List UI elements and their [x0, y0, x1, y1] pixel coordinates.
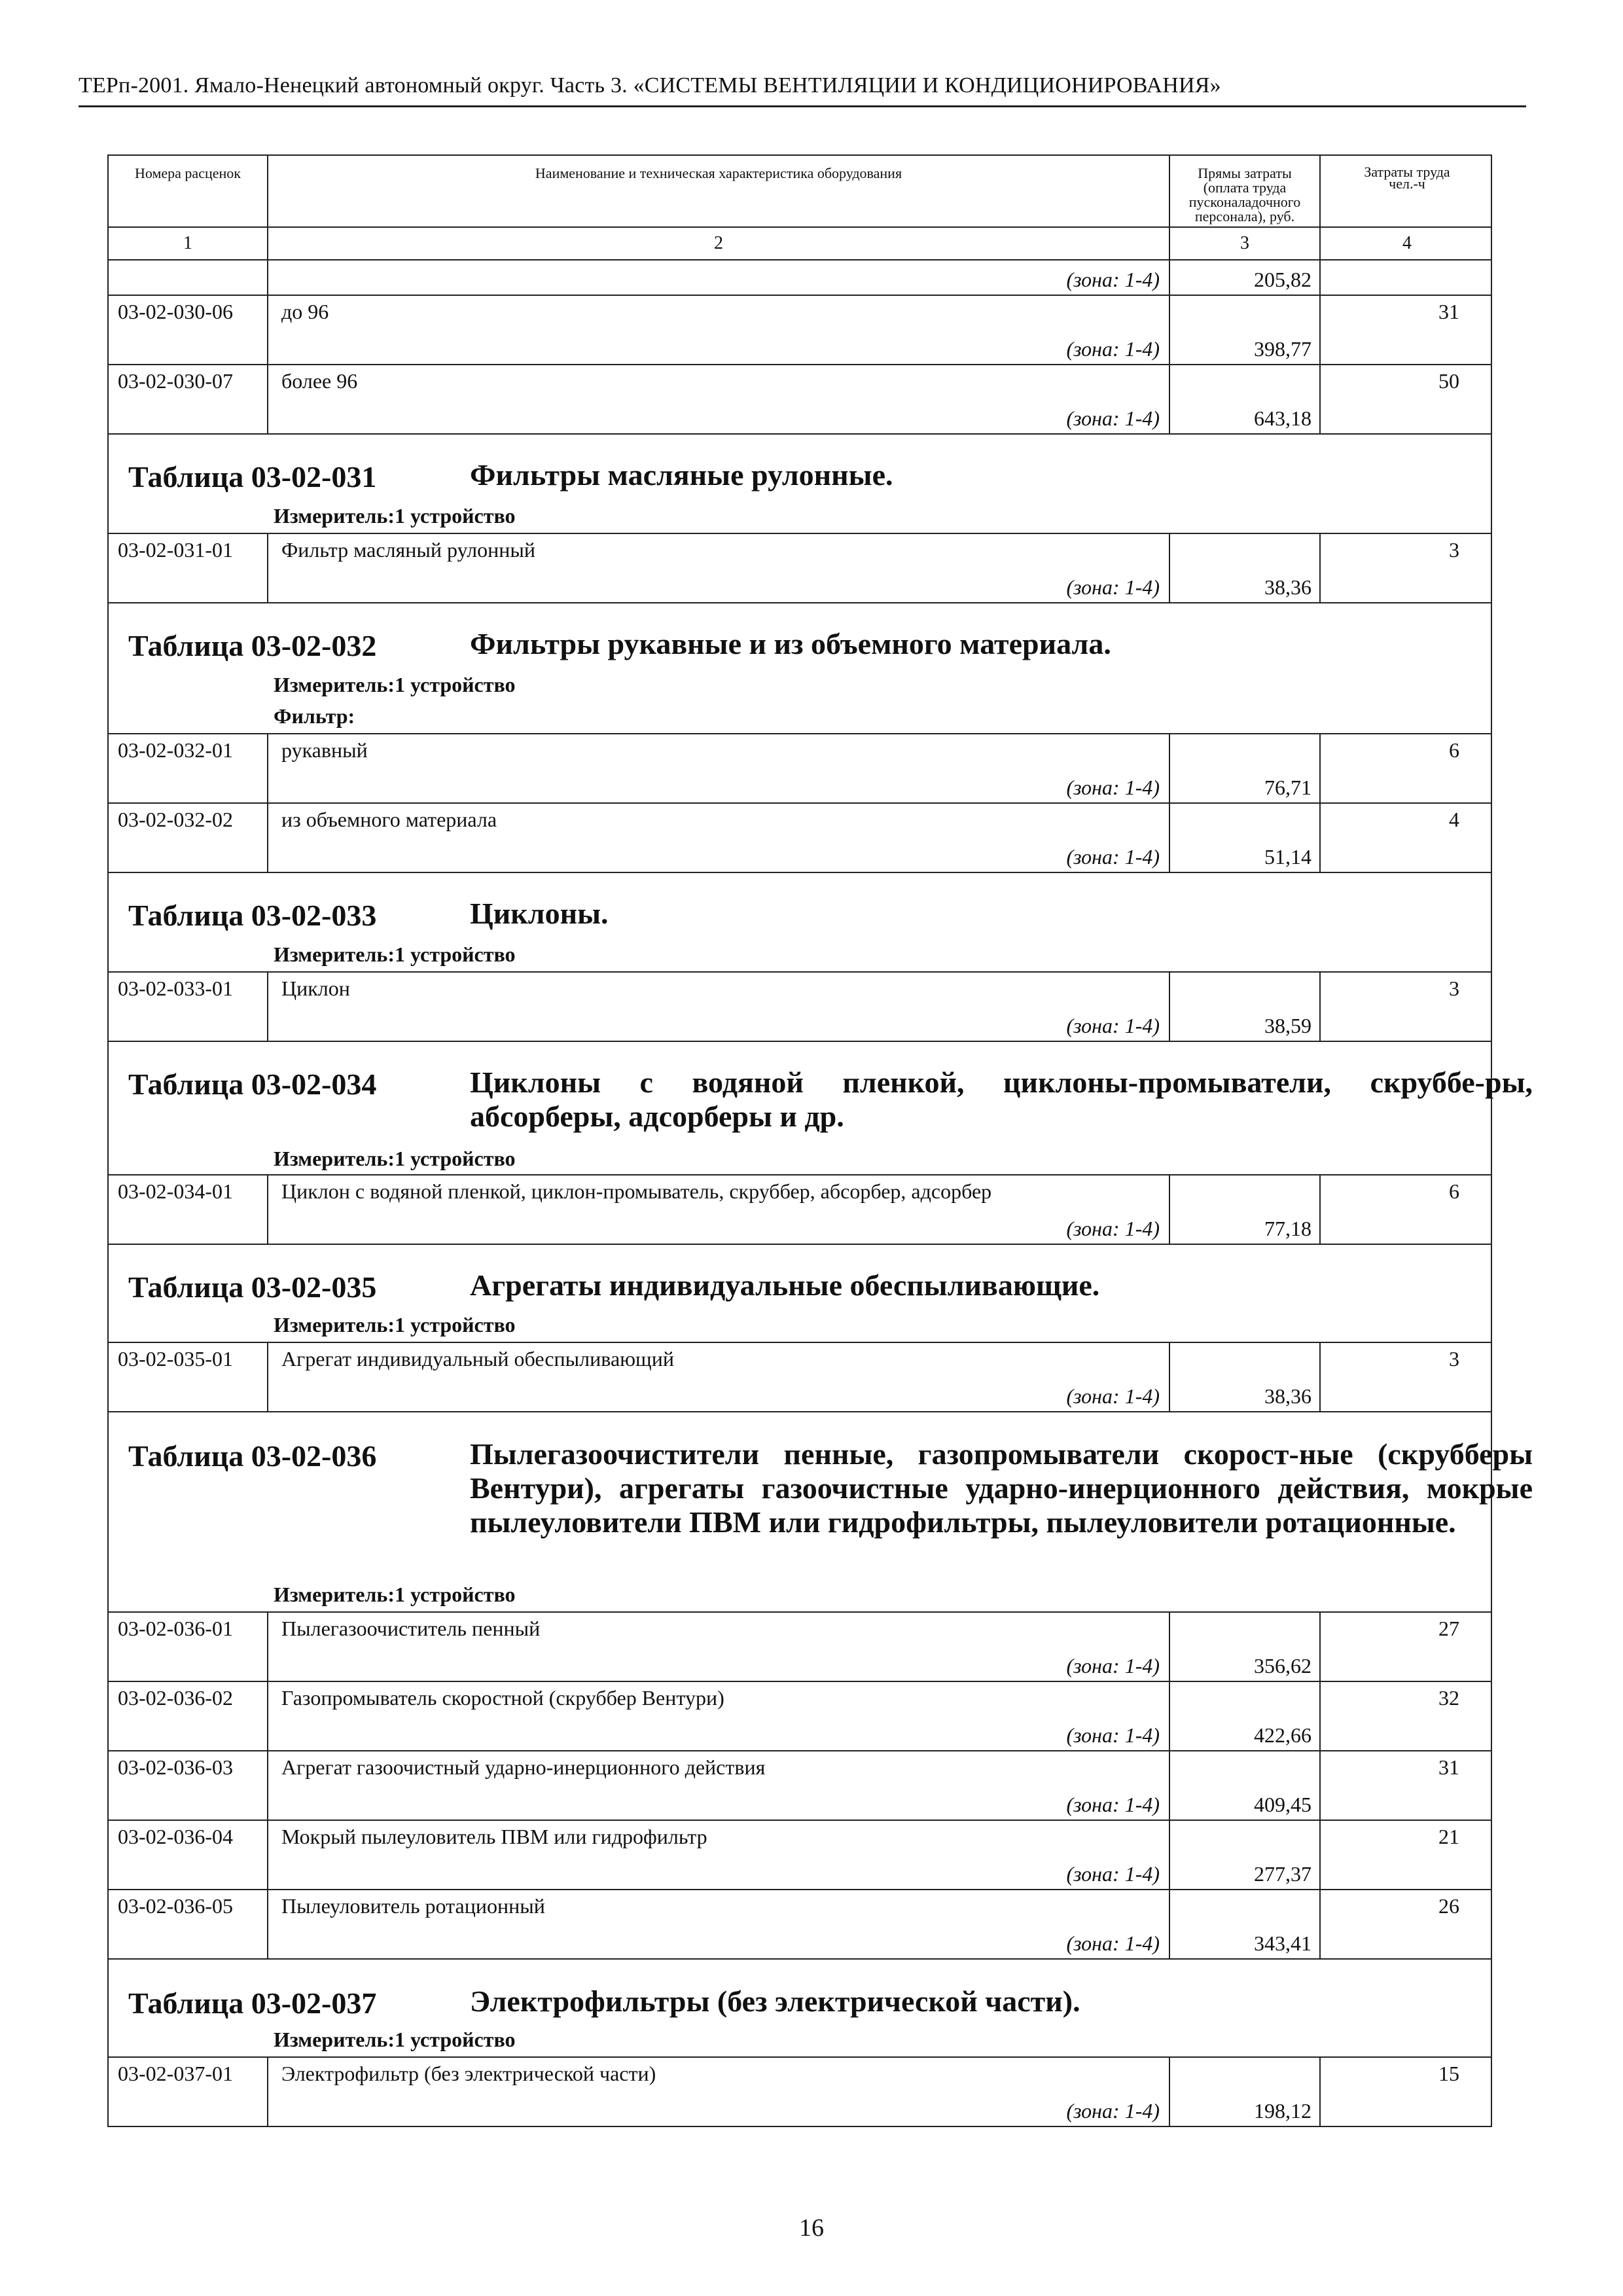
labor-cell [1319, 973, 1493, 1041]
code-cell [109, 534, 267, 602]
zone-label: (зона: 1-4) [1066, 1654, 1160, 1677]
header-rule [79, 105, 1526, 107]
col-header-name: Наименование и техническая характеристика оборудования [267, 156, 1169, 226]
table-row [107, 1821, 1492, 1890]
name-cell [267, 1821, 1169, 1889]
rate-code: 03-02-032-01 [118, 738, 233, 762]
zone-label: (зона: 1-4) [1066, 845, 1160, 869]
measure-label: Измеритель:1 устройство [274, 942, 516, 966]
col-header-cost [1169, 156, 1319, 226]
rate-code: 03-02-037-01 [118, 2062, 233, 2085]
table-row [107, 734, 1492, 804]
table-number: Таблица 03-02-035 [128, 1270, 377, 1304]
col-header-labor [1319, 156, 1493, 226]
cost-cell [1169, 1343, 1319, 1411]
column-header-row [107, 154, 1492, 226]
rate-code: 03-02-031-01 [118, 538, 233, 562]
code-cell [109, 1343, 267, 1411]
labor-value: 27 [1438, 1617, 1459, 1640]
zone-label: (зона: 1-4) [1066, 1862, 1160, 1886]
labor-cell [1319, 804, 1493, 872]
section-034 [107, 1042, 1533, 1175]
cost-value: 343,41 [1254, 1931, 1311, 1955]
cost-cell [1169, 973, 1319, 1041]
code-cell [109, 804, 267, 872]
code-cell [109, 2058, 267, 2126]
labor-value: 15 [1438, 2062, 1459, 2085]
code-cell [109, 1751, 267, 1820]
zone-label: (зона: 1-4) [1066, 776, 1160, 799]
rate-code: 03-02-036-05 [118, 1894, 233, 1918]
rows-031 [107, 534, 1492, 603]
name-cell [267, 2058, 1169, 2126]
labor-value: 3 [1449, 538, 1459, 562]
col-header-cost-line: Прямы затраты [1198, 165, 1292, 181]
cost-value: 38,36 [1264, 575, 1311, 599]
zone-label: (зона: 1-4) [1066, 337, 1160, 361]
col-header-cost-line: персонала), руб. [1194, 208, 1295, 224]
name-cell [267, 534, 1169, 602]
table-number: Таблица 03-02-037 [128, 1986, 377, 2020]
labor-value: 3 [1449, 1347, 1459, 1371]
zone-label: (зона: 1-4) [1066, 1931, 1160, 1955]
name-cell [267, 1343, 1169, 1411]
table-number: Таблица 03-02-031 [128, 460, 377, 493]
equipment-name: Электрофильтр (без электрической части) [281, 2062, 656, 2085]
cost-cell [1169, 1682, 1319, 1750]
equipment-name: Агрегат газоочистный ударно-инерционного действия [281, 1755, 766, 1779]
measure-label: Измеритель:1 устройство [274, 673, 516, 696]
table-number: Таблица 03-02-032 [128, 629, 377, 662]
rate-code: 03-02-036-02 [118, 1686, 233, 1710]
measure-label: Измеритель:1 устройство [274, 2028, 516, 2051]
measure-label: Измеритель:1 устройство [274, 1313, 516, 1336]
code-cell [109, 1175, 267, 1244]
cost-value: 409,45 [1254, 1793, 1311, 1816]
zone-label: (зона: 1-4) [1066, 1793, 1160, 1816]
name-cell [267, 365, 1169, 433]
rate-code: 03-02-034-01 [118, 1179, 233, 1203]
col-header-cost-line: пусконаладочного [1188, 194, 1301, 210]
column-number-row [107, 226, 1492, 260]
code-cell [109, 973, 267, 1041]
rate-code: 03-02-030-07 [118, 369, 233, 393]
cost-cell [1169, 1890, 1319, 1958]
cost-value: 356,62 [1254, 1654, 1311, 1677]
rows-035 [107, 1343, 1492, 1412]
equipment-name: из объемного материала [281, 808, 497, 831]
table-row [107, 365, 1492, 435]
labor-cell [1319, 1343, 1493, 1411]
equipment-name: более 96 [281, 369, 358, 393]
name-cell [267, 1751, 1169, 1820]
labor-value: 32 [1438, 1686, 1459, 1710]
col-number: 3 [1169, 228, 1319, 259]
running-header: ТЕРп-2001. Ямало-Ненецкий автономный округ. Часть 3. «СИСТЕМЫ ВЕНТИЛЯЦИИ И КОНДИЦИОНИРОВАНИЯ» [79, 73, 1221, 98]
labor-value: 31 [1438, 1755, 1459, 1779]
name-cell [267, 296, 1169, 364]
equipment-name: Циклон с водяной пленкой, циклон-промыватель, скруббер, абсорбер, адсорбер [281, 1179, 992, 1203]
col-header-cost-line: (оплата труда [1203, 179, 1287, 196]
table-title: Агрегаты индивидуальные обеспыливающие. [470, 1268, 1100, 1302]
cost-cell [1169, 296, 1319, 364]
labor-cell [1319, 1751, 1493, 1820]
col-number: 2 [267, 228, 1169, 259]
name-cell [267, 260, 1169, 295]
rate-code: 03-02-035-01 [118, 1347, 233, 1371]
equipment-name: Агрегат индивидуальный обеспыливающий [281, 1347, 674, 1371]
cost-cell [1169, 1175, 1319, 1244]
table-row [107, 1613, 1492, 1682]
section-031 [107, 435, 1492, 534]
cost-cell [1169, 804, 1319, 872]
col-header-codes: Номера расценок [135, 165, 241, 181]
section-036 [107, 1412, 1533, 1613]
code-cell [109, 734, 267, 802]
zone-label: (зона: 1-4) [1066, 268, 1160, 291]
rows-030 [107, 296, 1492, 435]
name-cell [267, 1175, 1169, 1244]
rows-033 [107, 973, 1492, 1042]
table-title: Фильтры рукавные и из объемного материала. [470, 627, 1111, 660]
table-title: Пылегазоочистители пенные, газопромыватели скорост-ные (скрубберы Вентури), агрегаты газоочистные ударно-инерционного действия, мокрые пылеуловители ПВМ или гидрофильтры, пылеуловители ротационные. [470, 1437, 1533, 1539]
table-number: Таблица 03-02-033 [128, 899, 377, 932]
labor-cell [1319, 1613, 1493, 1681]
page-number: 16 [799, 2214, 824, 2242]
cost-value: 77,18 [1264, 1217, 1311, 1240]
equipment-name: Пылеуловитель ротационный [281, 1894, 545, 1918]
rate-code: 03-02-032-02 [118, 808, 233, 831]
col-number: 4 [1319, 228, 1493, 259]
section-032 [107, 603, 1492, 734]
zone-label: (зона: 1-4) [1066, 1384, 1160, 1408]
equipment-name: Газопромыватель скоростной (скруббер Вентури) [281, 1686, 724, 1710]
cost-cell [1169, 2058, 1319, 2126]
cost-value: 422,66 [1254, 1723, 1311, 1747]
cost-value: 643,18 [1254, 406, 1311, 430]
labor-cell [1319, 1890, 1493, 1958]
code-cell [109, 365, 267, 433]
table-row [107, 296, 1492, 365]
table-row [107, 804, 1492, 873]
rate-code: 03-02-036-01 [118, 1617, 233, 1640]
section-037 [107, 1960, 1492, 2058]
labor-value: 4 [1449, 808, 1459, 831]
code-cell [109, 1613, 267, 1681]
table-row-continued [107, 260, 1492, 296]
name-cell [267, 1890, 1169, 1958]
name-cell [267, 804, 1169, 872]
cost-cell [1169, 1751, 1319, 1820]
section-035 [107, 1245, 1492, 1343]
labor-cell [1319, 734, 1493, 802]
zone-label: (зона: 1-4) [1066, 406, 1160, 430]
rate-code: 03-02-036-04 [118, 1825, 233, 1848]
table-row [107, 2058, 1492, 2127]
zone-label: (зона: 1-4) [1066, 2099, 1160, 2123]
code-cell [109, 1682, 267, 1750]
labor-cell [1319, 1175, 1493, 1244]
group-label: Фильтр: [274, 704, 355, 728]
rows-037 [107, 2058, 1492, 2127]
cost-cell [1169, 534, 1319, 602]
labor-value: 31 [1438, 300, 1459, 323]
rate-code: 03-02-033-01 [118, 977, 233, 1000]
section-033 [107, 873, 1492, 973]
labor-cell [1319, 1821, 1493, 1889]
rate-code: 03-02-030-06 [118, 300, 233, 323]
name-cell [267, 973, 1169, 1041]
cost-value: 51,14 [1264, 845, 1311, 869]
cost-cell [1169, 365, 1319, 433]
cost-value: 205,82 [1254, 268, 1311, 291]
labor-value: 6 [1449, 1179, 1459, 1203]
labor-cell [1319, 1682, 1493, 1750]
measure-label: Измеритель:1 устройство [274, 1147, 516, 1170]
name-cell [267, 1613, 1169, 1681]
table-row [107, 973, 1492, 1042]
equipment-name: Мокрый пылеуловитель ПВМ или гидрофильтр [281, 1825, 707, 1848]
table-title: Циклоны с водяной пленкой, циклоны-промыватели, скруббе-ры, абсорберы, адсорберы и др. [470, 1066, 1533, 1133]
labor-value: 6 [1449, 738, 1459, 762]
measure-label: Измеритель:1 устройство [274, 504, 516, 528]
table-title: Циклоны. [470, 897, 609, 930]
code-cell [109, 296, 267, 364]
table-number: Таблица 03-02-036 [128, 1439, 377, 1473]
labor-value: 21 [1438, 1825, 1459, 1848]
labor-cell [1319, 260, 1493, 295]
rows-036 [107, 1613, 1492, 1960]
table-row [107, 1890, 1492, 1960]
name-cell [267, 734, 1169, 802]
cost-value: 198,12 [1254, 2099, 1311, 2123]
labor-cell [1319, 365, 1493, 433]
equipment-name: до 96 [281, 300, 329, 323]
cost-cell [1169, 260, 1319, 295]
labor-value: 50 [1438, 369, 1459, 393]
zone-label: (зона: 1-4) [1066, 1723, 1160, 1747]
cost-value: 38,59 [1264, 1014, 1311, 1037]
rate-code: 03-02-036-03 [118, 1755, 233, 1779]
table-row [107, 534, 1492, 603]
cost-cell [1169, 1821, 1319, 1889]
measure-label: Измеритель:1 устройство [274, 1583, 516, 1606]
cost-value: 38,36 [1264, 1384, 1311, 1408]
col-header-labor-line: Затраты труда [1364, 164, 1450, 180]
code-cell [109, 1821, 267, 1889]
code-cell [109, 1890, 267, 1958]
cost-value: 277,37 [1254, 1862, 1311, 1886]
equipment-name: Фильтр масляный рулонный [281, 538, 536, 562]
code-cell [109, 260, 267, 295]
rows-032 [107, 734, 1492, 873]
cost-cell [1169, 734, 1319, 802]
table-title: Фильтры масляные рулонные. [470, 458, 893, 492]
table-row [107, 1175, 1492, 1245]
labor-cell [1319, 296, 1493, 364]
col-number: 1 [183, 233, 192, 253]
cost-cell [1169, 1613, 1319, 1681]
name-cell [267, 1682, 1169, 1750]
rates-table [107, 154, 1533, 2127]
equipment-name: Пылегазоочиститель пенный [281, 1617, 541, 1640]
labor-cell [1319, 534, 1493, 602]
table-number: Таблица 03-02-034 [128, 1067, 377, 1101]
table-row [107, 1343, 1492, 1412]
equipment-name: рукавный [281, 738, 368, 762]
table-title: Электрофильтры (без электрической части). [470, 1984, 1080, 2018]
col-header-labor-line: чел.-ч [1389, 175, 1425, 192]
labor-cell [1319, 2058, 1493, 2126]
zone-label: (зона: 1-4) [1066, 1217, 1160, 1240]
labor-value: 3 [1449, 977, 1459, 1000]
zone-label: (зона: 1-4) [1066, 1014, 1160, 1037]
zone-label: (зона: 1-4) [1066, 575, 1160, 599]
cost-value: 76,71 [1264, 776, 1311, 799]
table-row [107, 1751, 1492, 1821]
labor-value: 26 [1438, 1894, 1459, 1918]
rows-034 [107, 1175, 1492, 1245]
equipment-name: Циклон [281, 977, 350, 1000]
cost-value: 398,77 [1254, 337, 1311, 361]
table-row [107, 1682, 1492, 1751]
